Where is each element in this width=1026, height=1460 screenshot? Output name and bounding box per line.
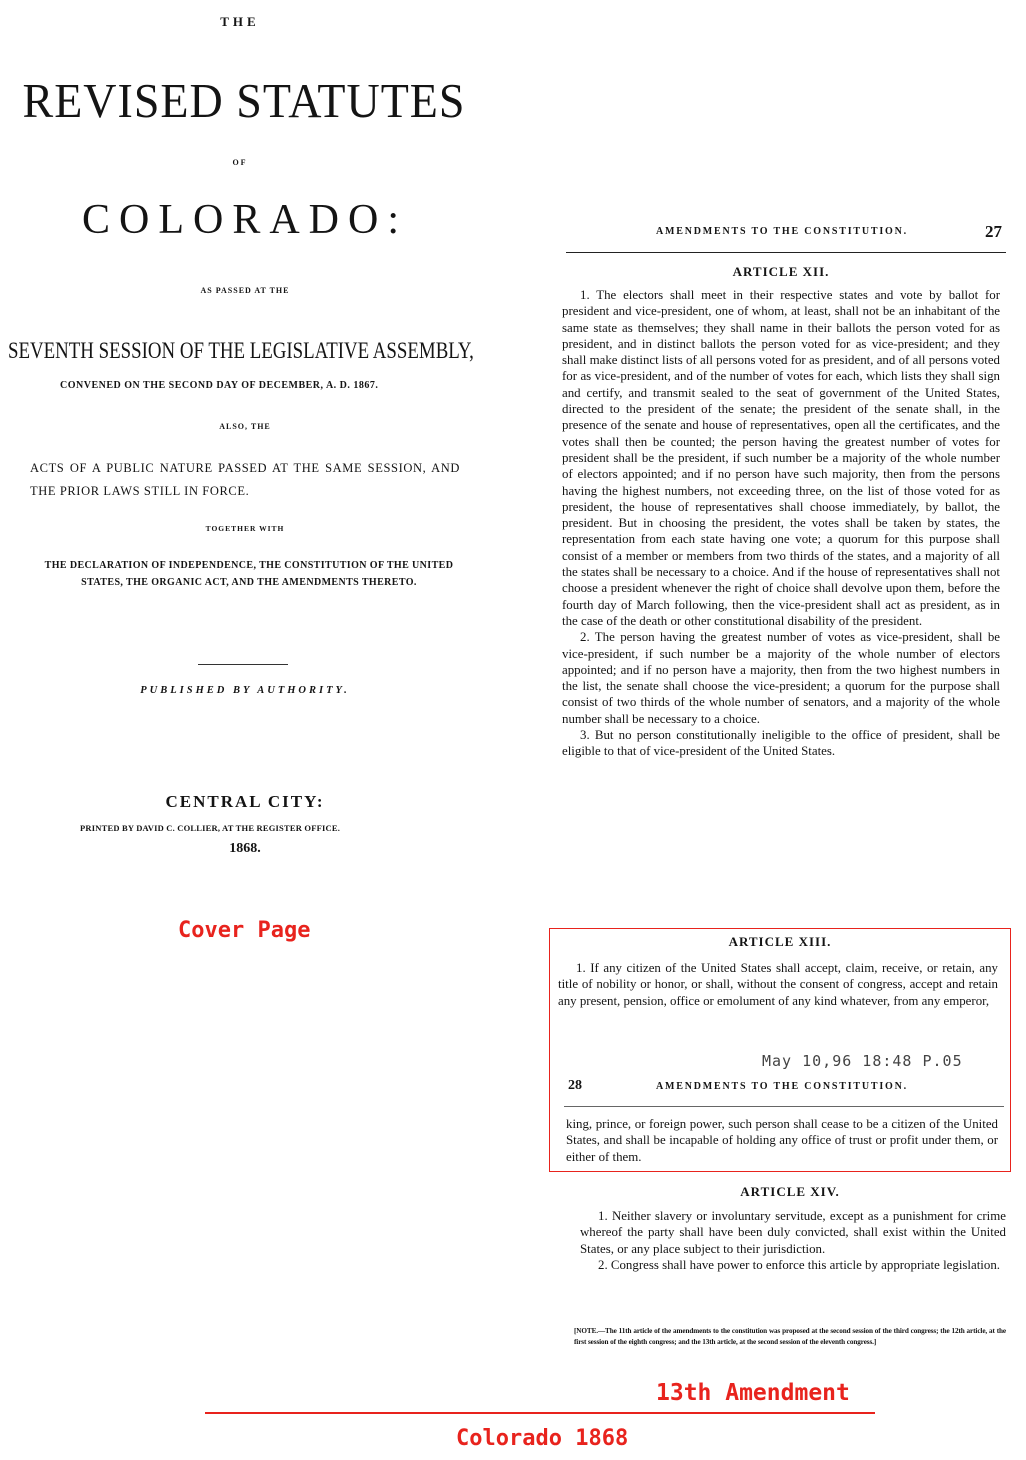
cover-divider	[198, 664, 288, 665]
cover-convened: CONVENED ON THE SECOND DAY OF DECEMBER, A. D. 1867.	[60, 380, 379, 391]
cover-year: 1868.	[229, 841, 261, 856]
colorado-label: Colorado 1868	[456, 1426, 629, 1451]
article-13-section-1a: 1. If any citizen of the United States shall accept, claim, receive, or retain, any title of nobility or honor, or shall, without the consent of congress, accept and retain any present, pension, office or emolument of any kind whatever, from any emperor,	[558, 961, 998, 1008]
article-12-body	[562, 287, 1000, 760]
annotation-underline	[205, 1412, 875, 1414]
cover-declaration: THE DECLARATION OF INDEPENDENCE, THE CONSTITUTION OF THE UNITED STATES, THE ORGANIC ACT, AND THE AMENDMENTS THERETO.	[44, 560, 454, 588]
cover-city: CENTRAL CITY:	[165, 792, 325, 811]
amendment-label: 13th Amendment	[656, 1380, 850, 1406]
cover-also: ALSO, THE	[219, 422, 271, 431]
article-12-section-1: 1. The electors shall meet in their respective states and vote by ballot for president and vice-president, one of whom, at least, shall not be an inhabitant of the same state as themselves; they shall name in their ballots the person voted for as president, and in distinct ballots the person voted for as vice-president; and they shall make distinct lists of all persons voted for as president, and of all persons voted for as vice-president, and of the number of votes for each, which lists they shall sign and certify, and transmit sealed to the seat of government of the United States, directed to the president of the senate; the president of the senate shall, in the presence of the senate and house of representatives, open all the certificates, and the votes shall then be counted; the person having the greatest number of votes for president shall be the president, if such number be a majority of the whole number of electors appointed; and if no person have such majority, then from the persons having the highest numbers, not exceeding three, on the list of those voted for as president, the house of representatives shall choose immediately, by ballot, the president. But in choosing the president, the votes shall be taken by states, the representation from each state having one vote; a quorum for this purpose shall consist of a member or members from two thirds of the states, and a majority of all the states shall be necessary to a choice. And if the house of representatives shall not choose a president whenever the right of choice shall devolve upon them, before the fourth day of March following, then the vice-president shall act as president, as in the case of the death or other constitutional disability of the president.	[562, 288, 1000, 628]
page-header-title: AMENDMENTS TO THE CONSTITUTION.	[656, 226, 908, 237]
article-13-body-part1	[558, 960, 998, 1009]
cover-together: TOGETHER WITH	[205, 524, 285, 533]
page-number: 27	[985, 222, 1002, 241]
article-13-body-part2	[566, 1116, 998, 1165]
article-12-section-2: 2. The person having the greatest number of votes as vice-president, shall be vice-president, if such number be a majority of the whole number of electors appointed; and if no person have a majority, then from the two highest numbers in the list, the senate shall choose the vice-president; a quorum for the purpose shall consist of two thirds of the whole number of senators, and a majority of the whole number shall be necessary to a choice.	[562, 630, 1000, 726]
article-14-section-1: 1. Neither slavery or involuntary servitude, except as a punishment for crime whereof the party shall have been duly convicted, shall exist within the United States, or any place subject to their jurisdiction.	[580, 1209, 1006, 1256]
article-12-heading: ARTICLE XII.	[732, 264, 830, 279]
page-2-number: 28	[568, 1078, 582, 1093]
cover-page	[0, 0, 500, 900]
page-2-header	[564, 1078, 1004, 1107]
cover-the: THE	[220, 14, 260, 29]
cover-state: COLORADO:	[81, 197, 408, 243]
cover-printer: PRINTED BY DAVID C. COLLIER, AT THE REGISTER OFFICE.	[80, 823, 341, 833]
footnote: [NOTE.—The 11th article of the amendments to the constitution was proposed at the second session of the third congress; the 12th article, at the first session of the eighth congress; and the 13th article, at the second session of the eleventh congress.]	[574, 1327, 1006, 1346]
article-14-heading: ARTICLE XIV.	[740, 1184, 840, 1199]
cover-title: REVISED STATUTES	[22, 73, 466, 128]
cover-passed: AS PASSED AT THE	[200, 286, 290, 295]
cover-acts: ACTS OF A PUBLIC NATURE PASSED AT THE SAME SESSION, AND THE PRIOR LAWS STILL IN FORCE.	[30, 461, 460, 498]
cover-page-label: Cover Page	[178, 918, 311, 943]
cover-of: OF	[232, 158, 248, 167]
article-14-body	[580, 1208, 1006, 1273]
cover-published: PUBLISHED BY AUTHORITY.	[140, 685, 350, 696]
article-12-section-3: 3. But no person constitutionally ineligible to the office of president, shall be eligible to that of vice-president of the United States.	[562, 728, 1000, 759]
article-13-heading: ARTICLE XIII.	[728, 934, 832, 949]
page-2-header-title: AMENDMENTS TO THE CONSTITUTION.	[656, 1081, 908, 1092]
fax-stamp: May 10,96 18:48 P.05	[762, 1052, 963, 1070]
cover-session: SEVENTH SESSION OF THE LEGISLATIVE ASSEMBLY,	[8, 338, 474, 363]
article-14-section-2: 2. Congress shall have power to enforce this article by appropriate legislation.	[598, 1257, 1000, 1272]
article-13-section-1b: king, prince, or foreign power, such person shall cease to be a citizen of the United States, and shall be incapable of holding any office of trust or profit under them, or either of them.	[566, 1117, 998, 1164]
page-header	[566, 222, 1006, 253]
